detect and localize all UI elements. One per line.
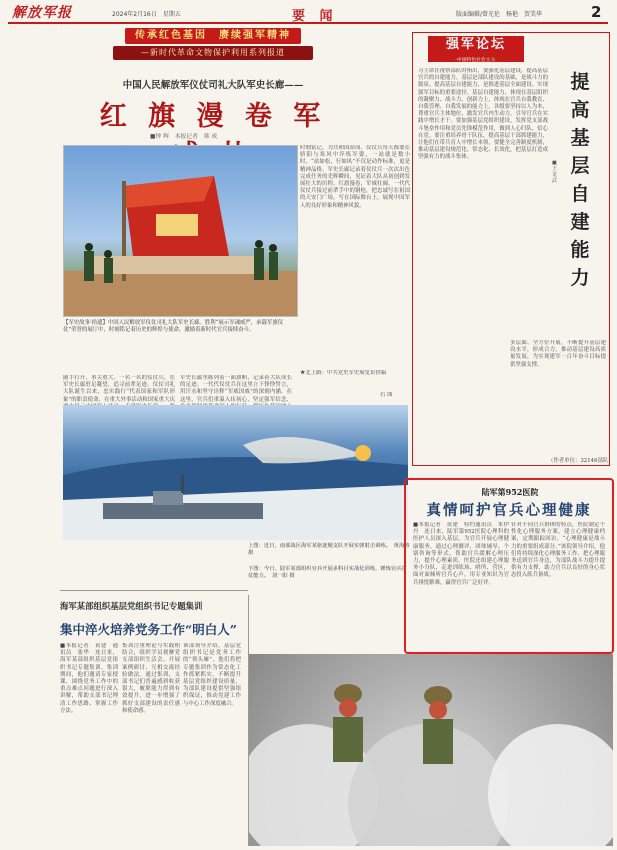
series-banner-title: 传承红色基因 赓续强军精神: [125, 28, 301, 44]
opinion-banner: 强军论坛: [428, 36, 524, 62]
party-training-kicker: 海军某部组织基层党组织书记专题集训: [60, 601, 203, 611]
lead-byline: ■钟 辉 本报记者 韩 成: [150, 134, 218, 140]
warship-illustration: [63, 405, 408, 540]
section-title: 要 闻: [292, 9, 338, 24]
hospital-column-a: ■本报记者 黄建 特约通讯员 朱伊丹 连日来，陆军第952医院心理科的医护人员深入基层，为官兵开展心理健康服务，通过心理测评、团体辅导、个别咨询等形式，帮助官兵缓解心理压力，提升心理素质。医院还组建心理服务小分队，走进训练场、哨所、营区，面对面倾听官兵心声，用专业知识为官兵排忧解难，赢得官兵广泛好评。: [413, 522, 509, 586]
lead-column-c: 时刻铭记，为共和国站岗。仪仗兵每天都要在骄阳与寒风中淬炼军姿，一站就是数小时。“站如松、行如风”不仅是动作标准，更是精神品格。军史长廊记录着仪仗兵一次次出色完成任务的光辉瞬间，见证着大队从初创到发展壮大的历程。红旗漫卷，军威壮阔，一代代仪仗兵接过前辈手中的钢枪，把忠诚写在祖国的天安门广场，写在国际舞台上，展现中国军人的良好形象和精神风貌。: [300, 145, 410, 209]
lead-kicker: 中国人民解放军仪仗司礼大队军史长廊——: [122, 80, 304, 91]
column-divider: [248, 595, 249, 845]
opinion-banner-sub: ·中国特色社会主义·: [455, 58, 497, 63]
lead-photo-credit: 右 图: [380, 392, 393, 398]
lead-column-b: 军史长廊里陈列着一面旗帜，记录着大队成长的足迹。一代代仪仗兵在这里立下铮铮誓言，用汗水和坚守诠释“军威国威”的深刻内涵。在这里，官兵们重温入伍初心，坚定强军信念，: [180, 375, 292, 403]
opinion-column-b: 多层面、全方位开展，不断提升基层建设水平，形成合力，推动基层建设高质量发展，为实现建军一百年奋斗目标提供坚强支撑。: [510, 340, 606, 368]
series-banner-subtitle: —新时代革命文物保护利用系列报道: [113, 46, 313, 60]
opinion-signature: （作者单位：32146部队）: [548, 458, 614, 464]
lead-signature: ★北上路：中共党史军史展览馆供稿: [300, 370, 387, 376]
party-training-headline: 集中淬火培养党务工作“明白人”: [60, 622, 237, 637]
party-training-column-c: 该部领导介绍，基层党组织书记是党务工作的“领头雁”，他们将把专题集训作为常态化工作抓紧抓实，不断提升基层党组织建设质量，为部队建设提供坚强组织保证，推动党建工作与中心工作深度融合。: [183, 643, 241, 707]
page-editors: 版面编辑/曾光伦 杨艳 贺美华: [456, 11, 543, 18]
lead-photo: [63, 145, 298, 317]
drill-photo: [248, 654, 613, 846]
series-banner: [113, 28, 313, 62]
masthead: [8, 2, 608, 24]
opinion-author: ■王 龙 武: [552, 160, 558, 184]
page-number: 2: [591, 3, 602, 21]
opinion-title: 提 高 基 层 自 建 能 力: [570, 71, 590, 289]
issue-date: 2024年2月16日 星期五: [112, 11, 181, 18]
party-training-column-b: 集训注重理论与实践相结合，组织学员观摩党支部组织生活会、开展案例研讨，互相交流经验做法。通过集训，支部书记们普遍感到收获很大，履职能力得到有效提升，进一步增强了抓好支部建设的责任感和使命感。: [122, 643, 180, 714]
hospital-column-b: 针对不同官兵群体的特点，医院制定个性化心理服务方案，建立心理健康档案，定期跟踪回访。“心理健康是战斗力的重要组成部分。”该院领导介绍，他们将持续深化心理服务工作，把心理服务送到官兵身边，为部队战斗力提升提供有力支撑，助力官兵以良好的身心状态投入练兵备战。: [511, 522, 605, 579]
lead-headline: 红 旗 漫 卷 军: [99, 101, 327, 132]
opinion-column-a: 习主席在视察部队时指出，要强化基层建设，提高基层官兵的自建能力。基层是部队建设的基础，是战斗力的源泉。提高基层自建能力，是推进基层全面建设、实现强军目标的重要途径。基层自建能力，体现在基层组织的凝聚力、战斗力、创新力上，体现在官兵自我教育、自我管理、自我发展的能力上。各级要坚持以人为本，尊重官兵主体地位，激发官兵内生动力，引导官兵在实践中增长才干。要加强基层党组织建设，发挥党支部战斗堡垒作用和党员先锋模范作用，做到人心归队、信心在党。要注重培养骨干队伍，提高基层干部抓建能力，让他们在带兵育人中增长本领。要健全完善制度机制，推动基层建设规范化、常态化、长效化，把基层打造成坚强有力的战斗集体。: [418, 68, 548, 161]
party-training-column-a: ■本报记者 黄建 通讯员 张华 连日来，海军某部组织基层党组织书记专题集训。集训期间，他们邀请专家授课，围绕党务工作中的重点难点问题进行深入讲解，帮助支部书记理清工作思路、掌握工作方法。: [60, 643, 118, 714]
soldiers-smoke-illustration: [248, 654, 613, 846]
drill-photo-caption: 下图：今日，陆军某部组织官兵开展多科目实战化训练，锤炼官兵打仗能力。 刘一阳 摄: [248, 566, 407, 579]
newspaper-logo: 解放军报: [12, 5, 72, 21]
section-divider: [60, 590, 248, 591]
lead-column-a: 随手打开，事关重大。一名一名的仪仗兵，在军史长廊驻足凝望，追寻前辈足迹。仪仗司礼大队诞生以来，忠实践行“代表国家和军队形象”的职责使命，在重大外事活动和国家重大庆: [63, 375, 175, 403]
lead-photo-caption: 【军史故事·拾遗】中国人民解放军仪仗司礼大队军史长廊。胜利“展示军魂威严，承载军旗仪仗”荣誉的展厅中，时刻铭记着历史的辉煌与使命，激励着新时代官兵接续奋斗。: [63, 320, 284, 334]
hospital-headline: 真情呵护官兵心理健康: [426, 502, 592, 519]
monument-illustration: [64, 146, 297, 316]
navy-photo-caption: 上图：近日，南部战区海军某驱逐舰支队开展实弹射击训练。 黄海涛 摄: [248, 543, 410, 556]
hospital-kicker: 陆军第952医院: [481, 487, 539, 497]
navy-photo: [63, 405, 408, 540]
